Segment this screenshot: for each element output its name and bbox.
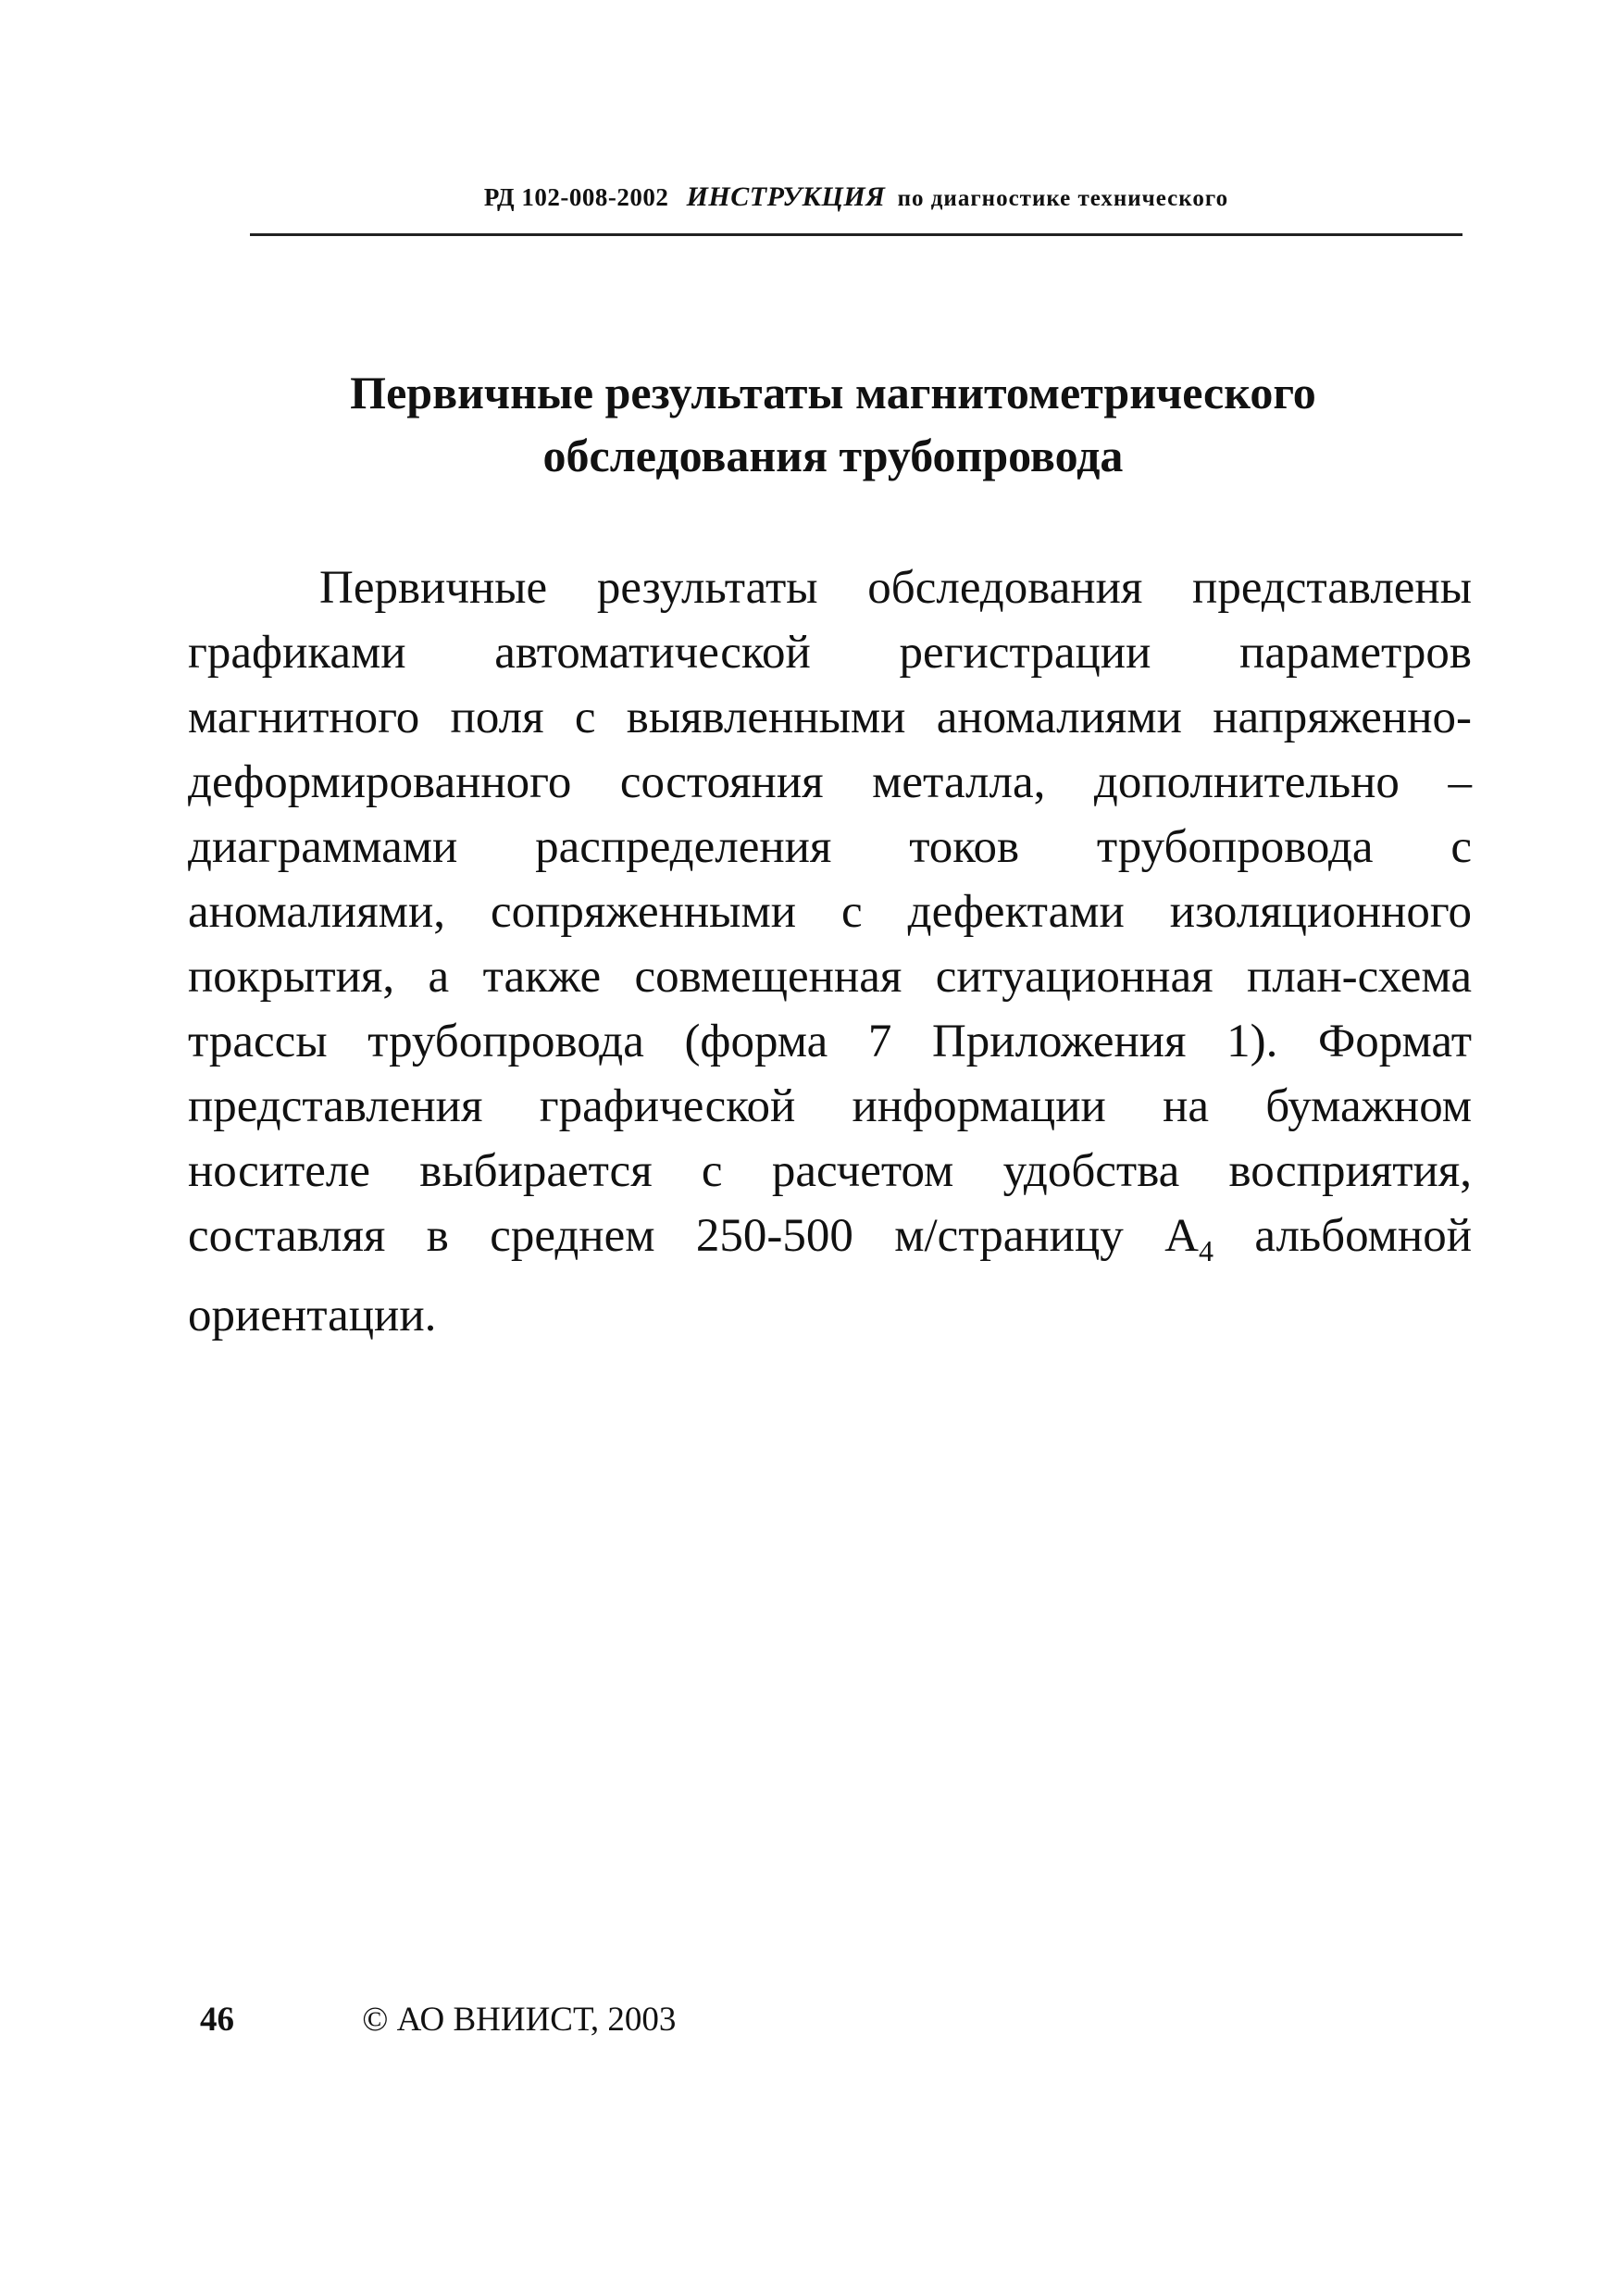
running-header: [250, 181, 1462, 213]
document-kind: ИНСТРУКЦИЯ: [686, 181, 886, 212]
page-number: 46: [200, 2001, 234, 2039]
paragraph-text-end: альбомной ориентации.: [188, 1210, 1472, 1342]
body-paragraph: [188, 555, 1472, 1348]
section-title-line-2: обследования трубопровода: [542, 430, 1124, 481]
section-title-line-1: Первичные результаты магнитометрического: [350, 367, 1316, 418]
section-title: [185, 361, 1481, 487]
header-divider: [250, 233, 1462, 236]
format-subscript: 4: [1198, 1234, 1214, 1268]
copyright-notice: © АО ВНИИСТ, 2003: [362, 2001, 677, 2039]
document-code: РД 102-008-2002: [483, 183, 669, 211]
paragraph-text: Первичные результаты обследования представлены графиками автоматической регистрации параметров магнитного поля с выявленными аномалиями напряженно-деформированного состояния металла, дополнительно – диаграммами распределения токов трубопровода с аномалиями, сопряженными с дефектами изоляционного покрытия, а также совмещенная ситуационная план-схема трассы трубопровода (форма 7 Приложения 1). Формат представления графической информации на бумажном носителе выбирается с расчетом удобства восприятия, составляя в среднем 250-500 м/страницу А: [188, 562, 1472, 1262]
page-footer: [200, 2000, 1033, 2040]
document-title-fragment: по диагностике технического: [897, 186, 1229, 211]
